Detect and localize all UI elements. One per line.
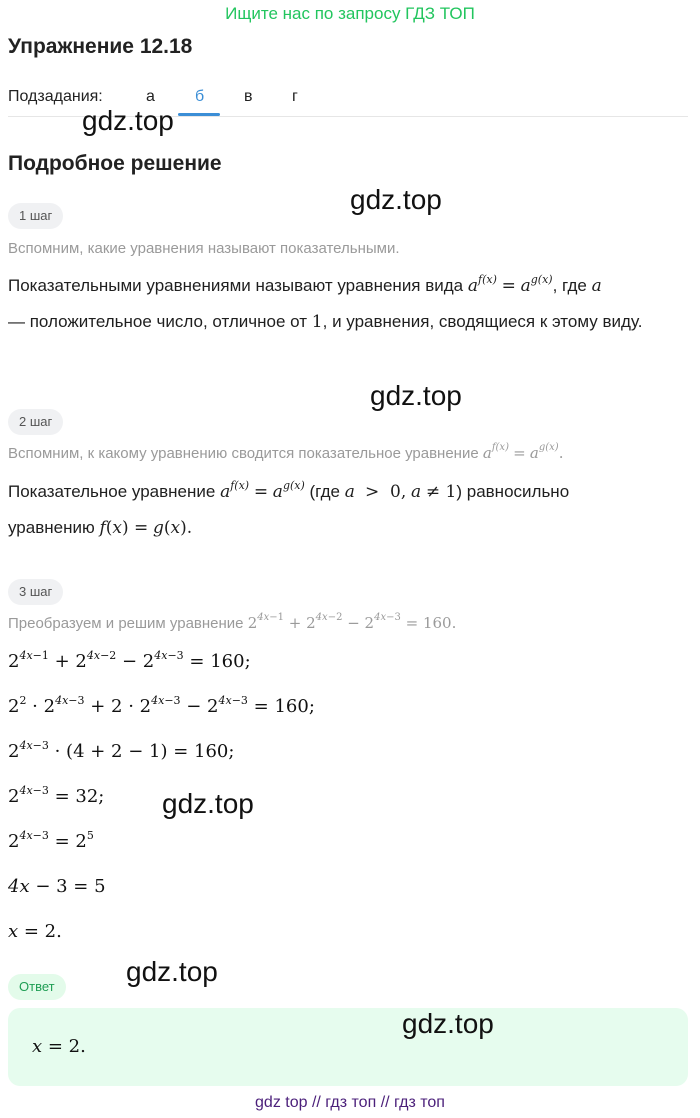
tab-g[interactable]: г [292, 88, 298, 105]
text-fragment: Вспомним, к какому уравнению сводится показательное уравнение [8, 445, 479, 462]
equation-line: $2^{4x-1} + 2^{4x-2} - 2^{4x-3} = 160$; [8, 649, 251, 672]
watermark: gdz.top [82, 105, 174, 136]
text-fragment: (где [309, 482, 340, 501]
subtasks-label: Подзадания: [8, 88, 103, 105]
formula: x [170, 518, 181, 538]
active-tab-underline [178, 113, 220, 116]
equation-line: 4x − 3 = 5 [8, 876, 106, 897]
equation-line: $2^2 \cdot 2^{4x-3} + 2 \cdot 2^{4x-3} - 2^{4x-3} = 160$; [8, 694, 315, 717]
text-fragment: ) равносильно [456, 482, 570, 501]
text-fragment: — положительное число, отличное от [8, 312, 308, 331]
formula: a [591, 276, 602, 296]
text-fragment: Преобразуем и решим уравнение [8, 615, 244, 632]
equation-line: x = 2. [8, 921, 62, 942]
formula: $a^{g(x)}$ [520, 273, 553, 296]
formula: f [99, 518, 106, 538]
formula: $a^{f(x)}$ [482, 442, 509, 462]
formula: . [558, 444, 564, 462]
watermark: gdz.top [126, 956, 218, 987]
formula: a [411, 482, 422, 502]
formula: $a^{f(x)}$ [220, 479, 250, 502]
watermark: gdz.top [162, 788, 254, 819]
page-title: Упражнение 12.18 [8, 35, 193, 58]
formula: $2^{4x-1} + 2^{4x-2} - 2^{4x-3} = 160$. [247, 612, 457, 632]
formula: = [501, 276, 516, 296]
equation-line: $2^{4x-3} \cdot (4 + 2 - 1) = 160$; [8, 739, 235, 762]
watermark: gdz.top [350, 184, 442, 215]
formula: = [513, 444, 526, 462]
formula: $a^{f(x)}$ [467, 273, 497, 296]
formula: a [344, 482, 355, 502]
formula: $a^{g(x)}$ [529, 442, 559, 462]
text-fragment: , и уравнения, сводящиеся к этому виду. [322, 312, 643, 331]
solution-heading: Подробное решение [8, 152, 222, 175]
answer-equation: x = 2. [32, 1036, 86, 1057]
formula: x [112, 518, 122, 538]
top-banner: Ищите нас по запросу ГДЗ ТОП [225, 4, 475, 23]
tab-b[interactable]: б [195, 88, 205, 105]
text-fragment: уравнению [8, 518, 95, 537]
formula: g [153, 518, 164, 538]
formula: ( [105, 518, 113, 538]
footer-links[interactable]: gdz top // гдз топ // гдз топ [255, 1094, 445, 1111]
step-text [8, 268, 688, 340]
watermark: gdz.top [402, 1008, 494, 1039]
formula: ). [180, 518, 193, 538]
formula: 1 [311, 312, 323, 332]
step-badge: 3 шаг [8, 579, 63, 605]
text-fragment: Показательное уравнение [8, 482, 216, 501]
formula: ( [163, 518, 171, 538]
formula: > 0, [359, 482, 407, 502]
step-badge: 1 шаг [8, 203, 63, 229]
tab-a[interactable]: а [146, 88, 155, 105]
watermark: gdz.top [370, 380, 462, 411]
equation-line: $2^{4x-3} = 32$; [8, 784, 105, 807]
formula: = [253, 482, 269, 502]
step-hint: Вспомним, какие уравнения называют показательными. [8, 240, 400, 257]
step-hint [8, 614, 456, 632]
step-text [8, 474, 688, 546]
formula: ) = [122, 518, 149, 538]
tab-v[interactable]: в [244, 88, 253, 105]
formula: $a^{g(x)}$ [272, 479, 305, 502]
step-badge: 2 шаг [8, 409, 63, 435]
equation-line: $2^{4x-3} = 2^5$ [8, 829, 94, 852]
text-fragment: , где [552, 276, 587, 295]
text-fragment: Показательными уравнениями называют уравнения вида [8, 276, 464, 295]
answer-badge: Ответ [8, 974, 66, 1000]
answer-box [8, 1008, 688, 1086]
formula: ≠ 1 [425, 482, 457, 502]
step-hint [8, 444, 563, 462]
